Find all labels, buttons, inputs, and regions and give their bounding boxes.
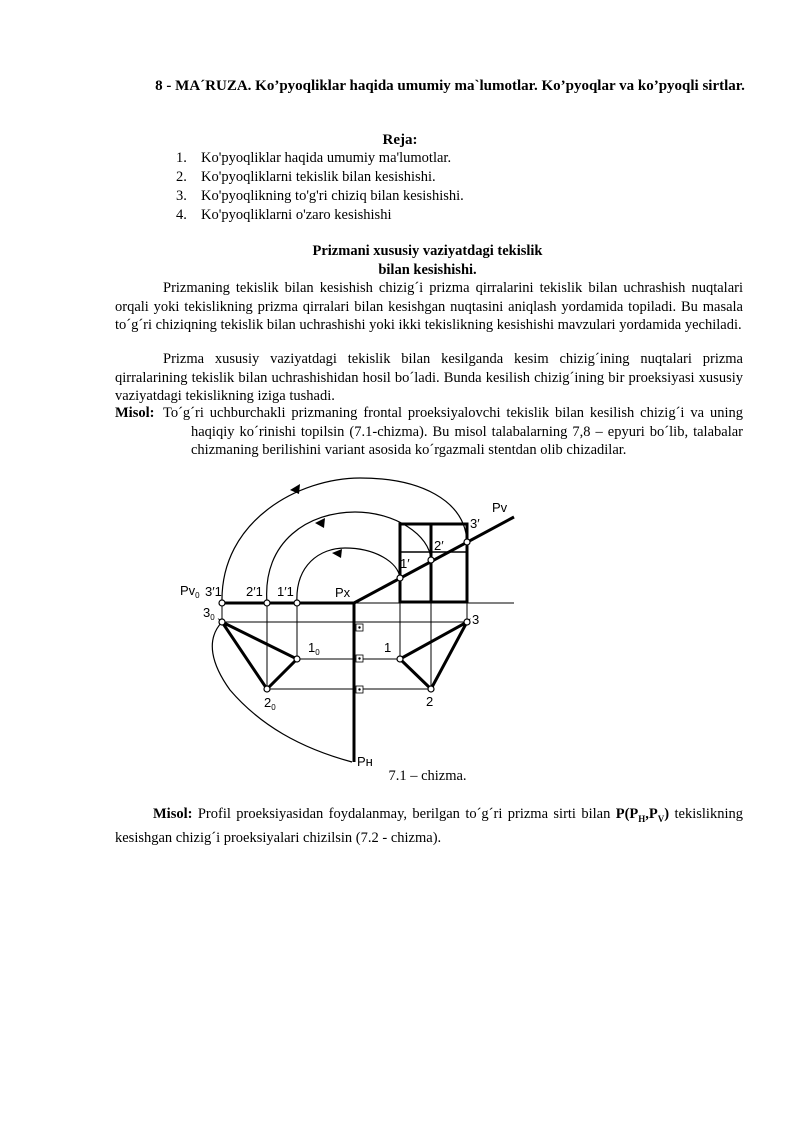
example-2-label: Misol: — [153, 806, 193, 822]
plan-heading: Reja: — [382, 132, 418, 148]
label-ph: Pн — [357, 754, 373, 769]
plane-name: $P(P_H,P_V)$ — [615, 806, 670, 824]
plan-item: 1. Ko'pyoqliklar haqida umumiy ma'lumotlar. — [176, 150, 452, 166]
lecture-title: 8 - MA´RUZA. Ko’pyoqliklar haqida umumiy ma`lumotlar. Ko’pyoqlar va ko’pyoqli sirtlar. — [155, 78, 745, 94]
figure-7-1 — [165, 465, 525, 775]
paragraph-1: Prizmaning tekislik bilan kesishish chizig´i prizma qirralarini tekislik bilan uchrashish nuqtalari orqali yoki tekislikning prizma qirralari bilan kesishgan nuqtasini aniqlash yordamida topiladi. Bu masala to´g´ri chiziqning tekislik bilan uchrashishi yoki ikki tekislikning kesishishi mavzulari yordamida yechiladi. — [115, 280, 743, 333]
plan-item: 3. Ko'pyoqlikning to'g'ri chiziq bilan kesishishi. — [176, 188, 464, 204]
paragraph-2: Prizma xususiy vaziyatdagi tekislik bilan kesilganda kesim chizig´ining nuqtalari prizma qirralarining tekislik bilan uchrashishidan hosil bo´ladi. Bunda kesilish chizig´ining bir proeksiyasi xususiy vaziyatdagi tekislikning iziga tushadi. — [115, 351, 743, 404]
arc-lower — [212, 622, 352, 762]
prism-front — [400, 524, 467, 602]
label-px: Px — [335, 585, 351, 600]
arrow-head — [332, 549, 342, 558]
example-1 — [115, 404, 743, 460]
label-pv0: $Pv_0$ — [180, 583, 200, 600]
section-horizontal — [400, 622, 467, 689]
plan-item: 4. Ko'pyoqliklarni o'zaro kesishishi — [176, 207, 392, 223]
example-2 — [115, 805, 743, 848]
label-2-0: $2_0$ — [264, 695, 276, 712]
arc-arrows — [290, 484, 342, 558]
label-3-0: $3_0$ — [203, 605, 215, 622]
label-1: 1 — [384, 640, 392, 655]
label-1-0: $1_0$ — [308, 640, 320, 657]
section-heading-line1: Prizmani xususiy vaziyatdagi tekislik — [312, 243, 543, 259]
prism-front-rect — [400, 524, 467, 602]
points — [219, 539, 470, 692]
label-1-front: 1′ — [400, 556, 410, 571]
right-angle-marks — [356, 624, 363, 693]
label-3-rot: 3′1 — [205, 584, 222, 599]
figure-caption: 7.1 – chizma. — [388, 768, 467, 784]
axis-lines — [222, 517, 514, 762]
section-true-shape — [222, 622, 297, 689]
plan-list — [176, 149, 464, 225]
example-1-text: To´g´ri uchburchakli prizmaning frontal proeksiyalovchi tekislik bilan kesilish chizig´i va uning haqiqiy ko´rinishi topilsin (7.1-chizma). Bu misol talabalarning 7,8 – epyuri bo´lib, talabalar chizmaning berilishini variant asosida ko´rgazmali stentdan olib chizadilar. — [163, 405, 743, 458]
label-2-front: 2′ — [434, 538, 444, 553]
label-2: 2 — [426, 694, 434, 709]
example-2-text-after: tekislikning kesishgan chizig´i proeksiyalari chizilsin (7.2 - chizma). — [115, 806, 743, 846]
label-1-rot: 1′1 — [277, 584, 294, 599]
label-3: 3 — [472, 612, 480, 627]
rotation-arcs — [212, 478, 467, 762]
section-heading-line2: bilan kesishishi. — [378, 262, 477, 278]
label-2-rot: 2′1 — [246, 584, 263, 599]
label-pv: Pv — [492, 500, 508, 515]
plan-item: 2. Ko'pyoqliklarni tekislik bilan kesishishi. — [176, 169, 436, 185]
example-1-label: Misol: — [115, 405, 155, 421]
example-2-text-before: Profil proeksiyasidan foydalanmay, berilgan to´g´ri prizma sirti bilan — [197, 806, 611, 822]
sections — [222, 622, 467, 689]
label-3-front: 3′ — [470, 516, 480, 531]
